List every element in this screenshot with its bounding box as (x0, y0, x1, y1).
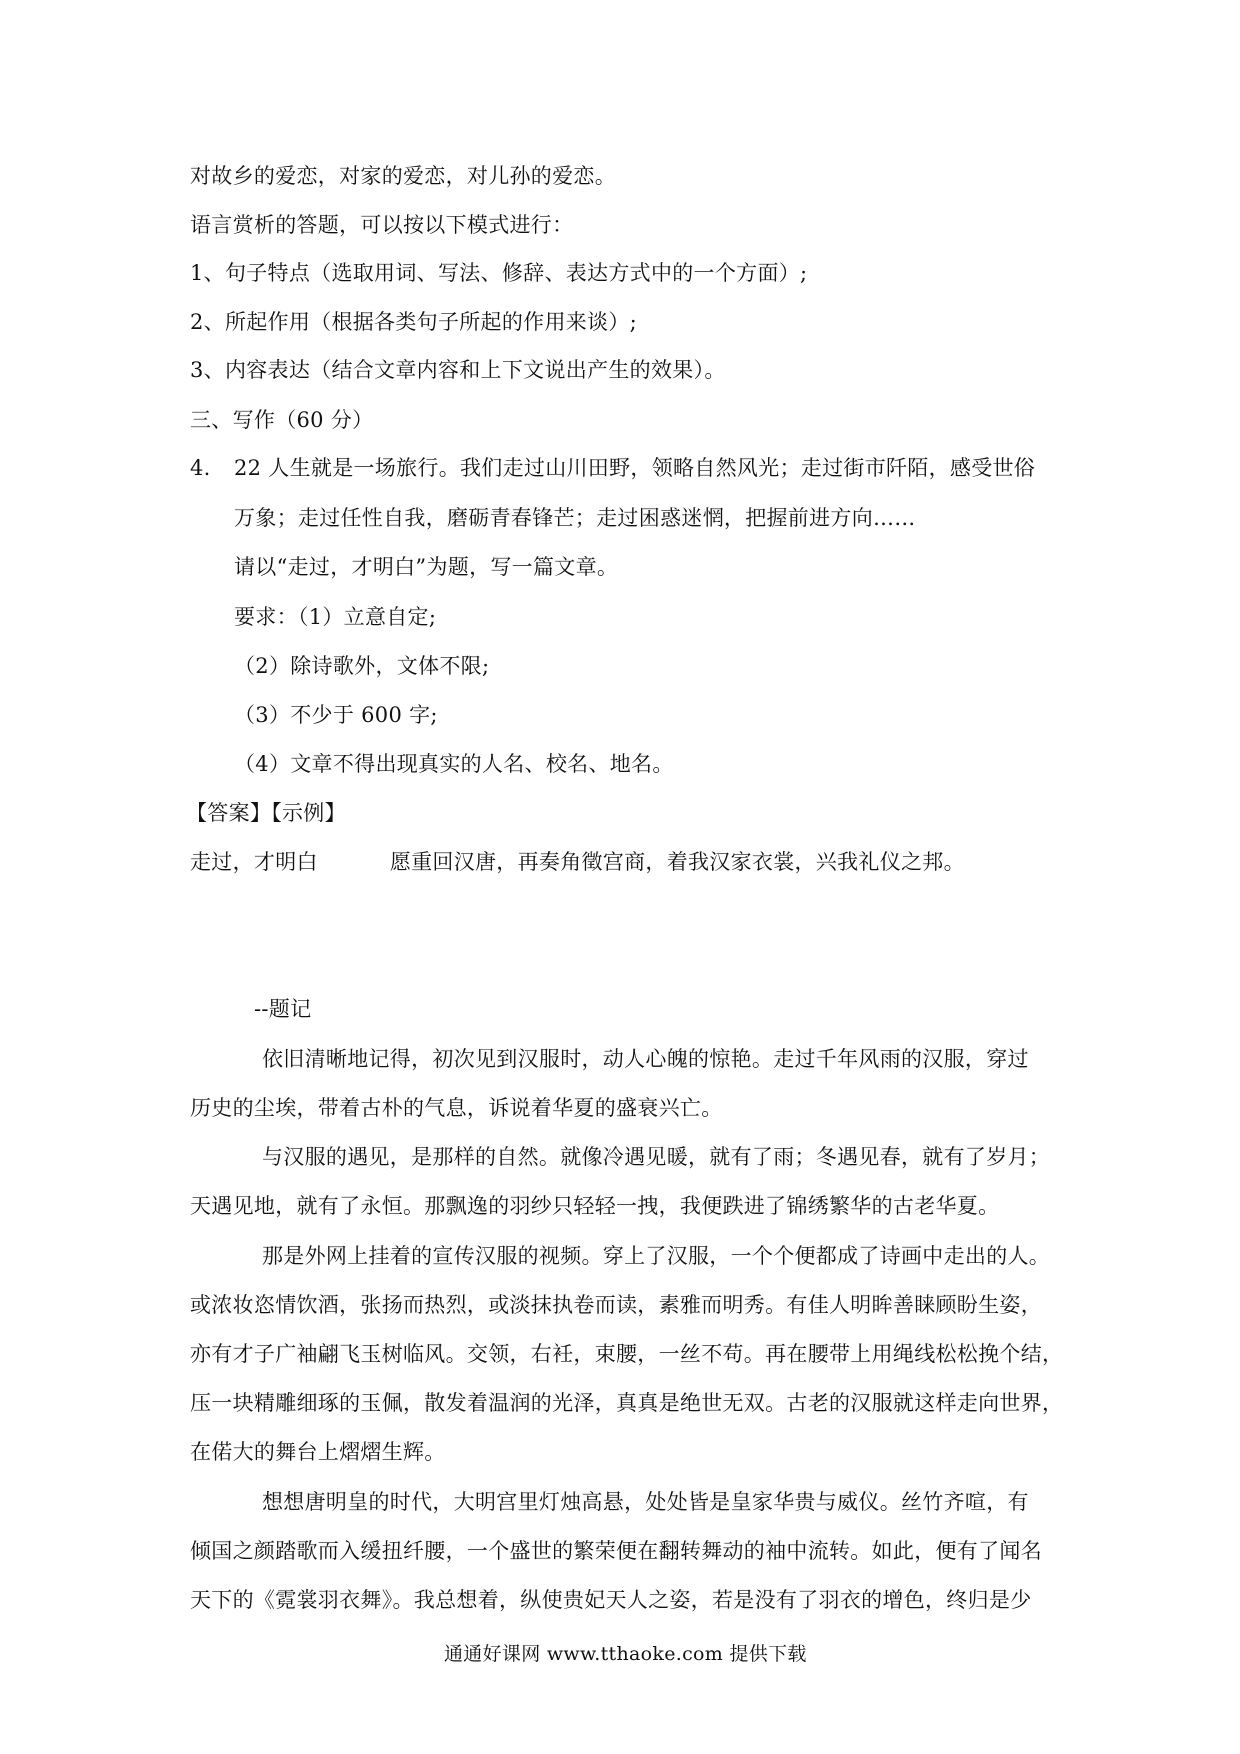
essay-paragraph-line: 倾国之颜踏歌而入缓扭纤腰，一个盛世的繁荣便在翻转舞动的袖中流转。如此，便有了闻名 (190, 1539, 1042, 1563)
epigraph: 愿重回汉唐，再奏角徵宫商，着我汉家衣裳，兴我礼仪之邦。 (389, 850, 965, 874)
question-text: 22 人生就是一场旅行。我们走过山川田野，领略自然风光；走过街市阡陌，感受世俗 (234, 456, 1036, 480)
question-text: 万象；走过任性自我，磨砺青春锋芒；走过困惑迷惘，把握前进方向…… (234, 506, 916, 530)
essay-paragraph-line: 亦有才子广袖翩飞玉树临风。交领，右衽，束腰，一丝不苟。再在腰带上用绳线松松挽个结， (190, 1342, 1064, 1366)
essay-paragraph-line: 压一块精雕细琢的玉佩，散发着温润的光泽，真真是绝世无双。古老的汉服就这样走向世界， (190, 1391, 1064, 1415)
text-line: 3、内容表达（结合文章内容和上下文说出产生的效果）。 (190, 358, 726, 382)
text-line: 语言赏析的答题，可以按以下模式进行： (190, 213, 574, 237)
text-line: 2、所起作用（根据各类句子所起的作用来谈）; (190, 310, 638, 334)
question-number: 4. (190, 456, 211, 480)
essay-paragraph-line: 与汉服的遇见，是那样的自然。就像冷遇见暖，就有了雨；冬遇见春，就有了岁月； (262, 1145, 1051, 1169)
text-line: 对故乡的爱恋，对家的爱恋，对儿孙的爱恋。 (190, 164, 616, 188)
requirement-line: 要求：（1）立意自定; (234, 605, 437, 629)
requirement-line: （3）不少于 600 字; (234, 703, 438, 727)
text-line: 1、句子特点（选取用词、写法、修辞、表达方式中的一个方面）; (190, 261, 808, 285)
essay-title: 走过，才明白 (190, 850, 318, 874)
section-heading: 三、写作（60 分） (190, 408, 374, 432)
page-footer: 通通好课网 www.tthaoke.com 提供下载 (444, 1643, 807, 1665)
essay-paragraph-line: 那是外网上挂着的宣传汉服的视频。穿上了汉服，一个个便都成了诗画中走出的人。 (262, 1244, 1051, 1268)
essay-paragraph-line: 天下的《霓裳羽衣舞》。我总想着，纵使贵妃天人之姿，若是没有了羽衣的增色，终归是少 (190, 1588, 1032, 1612)
essay-paragraph-line: 依旧清晰地记得，初次见到汉服时，动人心魄的惊艳。走过千年风雨的汉服，穿过 (262, 1047, 1029, 1071)
essay-paragraph-line: 想想唐明皇的时代，大明宫里灯烛高悬，处处皆是皇家华贵与威仪。丝竹齐喧，有 (262, 1490, 1029, 1514)
requirement-line: （4）文章不得出现真实的人名、校名、地名。 (234, 752, 674, 776)
essay-paragraph-line: 天遇见地，就有了永恒。那飘逸的羽纱只轻轻一拽，我便跌进了锦绣繁华的古老华夏。 (190, 1194, 1000, 1218)
essay-paragraph-line: 历史的尘埃，带着古朴的气息，诉说着华夏的盛衰兴亡。 (190, 1096, 723, 1120)
essay-paragraph-line: 在偌大的舞台上熠熠生辉。 (190, 1440, 446, 1464)
requirement-line: （2）除诗歌外，文体不限; (234, 654, 490, 678)
essay-paragraph-line: 或浓妆恣情饮酒，张扬而热烈，或淡抹执卷而读，素雅而明秀。有佳人明眸善睐顾盼生姿， (190, 1293, 1042, 1317)
essay-title-line (190, 848, 965, 876)
answer-label: 【答案】【示例】 (186, 801, 346, 825)
question-text: 请以“走过，才明白”为题，写一篇文章。 (234, 555, 619, 579)
epigraph-attribution: --题记 (254, 997, 312, 1021)
